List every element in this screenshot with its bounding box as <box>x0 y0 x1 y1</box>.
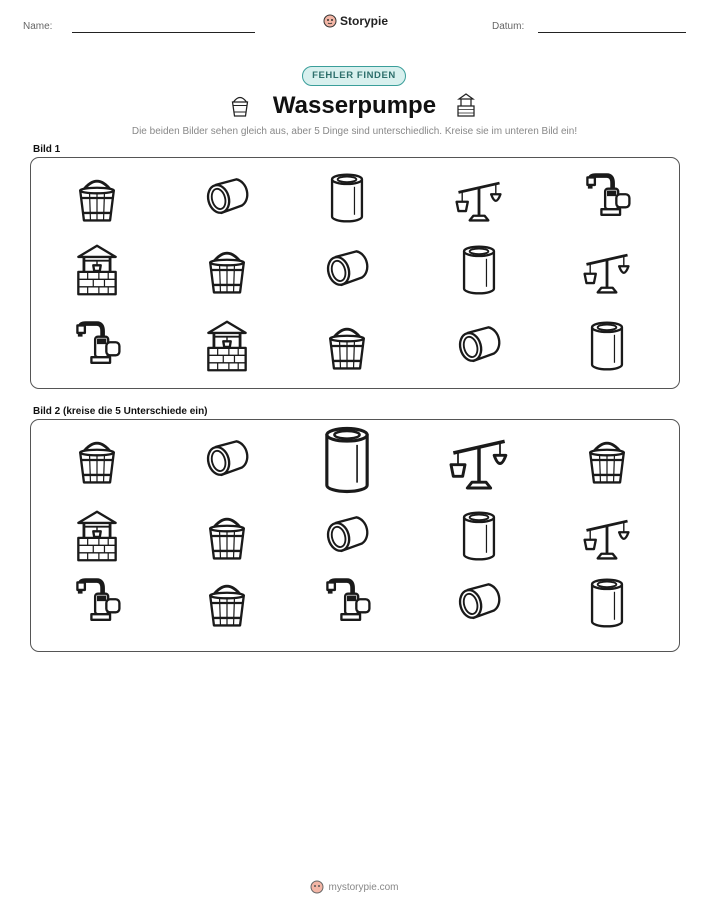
brand-name: Storypie <box>340 14 389 28</box>
name-field[interactable] <box>72 32 255 33</box>
pipe-icon[interactable] <box>451 575 507 631</box>
pipe-icon <box>199 170 255 226</box>
pipe-vertical-icon <box>319 170 375 226</box>
water-pump-icon[interactable] <box>319 575 375 631</box>
picture2-panel[interactable] <box>30 419 680 652</box>
wishing-well-icon[interactable] <box>69 508 125 564</box>
wishing-well-icon <box>199 318 255 374</box>
balance-scale-icon <box>451 170 507 226</box>
instructions-text: Die beiden Bilder sehen gleich aus, aber 5 Dinge sind unterschiedlich. Kreise sie im unteren Bild ein! <box>131 126 578 137</box>
bucket-icon <box>319 318 375 374</box>
balance-scale-icon[interactable] <box>444 425 514 495</box>
pipe-vertical-icon[interactable] <box>579 575 635 631</box>
water-pump-icon <box>579 170 635 226</box>
bucket-icon[interactable] <box>579 432 635 488</box>
page-title: Wasserpumpe <box>272 92 437 119</box>
wishing-well-icon <box>69 242 125 298</box>
pipe-vertical-icon[interactable] <box>309 422 385 498</box>
picture1-label: Bild 1 <box>33 144 61 155</box>
bucket-icon[interactable] <box>199 575 255 631</box>
pipe-icon[interactable] <box>319 508 375 564</box>
water-pump-icon <box>69 318 125 374</box>
date-label: Datum: <box>492 21 525 32</box>
balance-scale-icon <box>579 242 635 298</box>
picture1-panel <box>30 157 680 389</box>
picture2-label: Bild 2 (kreise die 5 Unterschiede ein) <box>33 406 208 417</box>
storypie-mascot-icon <box>310 880 324 894</box>
bucket-icon[interactable] <box>199 508 255 564</box>
footer-url: mystorypie.com <box>328 881 399 893</box>
badge-find-mistakes: FEHLER FINDEN <box>302 66 406 86</box>
pipe-icon <box>319 242 375 298</box>
storypie-mascot-icon <box>323 14 337 28</box>
balance-scale-icon[interactable] <box>579 508 635 564</box>
bucket-icon <box>199 242 255 298</box>
water-pump-icon[interactable] <box>69 575 125 631</box>
footer <box>0 880 709 894</box>
storypie-logo <box>323 14 388 28</box>
pipe-vertical-icon <box>579 318 635 374</box>
bucket-icon <box>69 170 125 226</box>
date-field[interactable] <box>538 32 686 33</box>
pipe-icon <box>451 318 507 374</box>
pipe-icon[interactable] <box>199 432 255 488</box>
name-label: Name: <box>23 21 53 32</box>
pipe-vertical-icon <box>451 242 507 298</box>
bucket-icon[interactable] <box>69 432 125 488</box>
pipe-vertical-icon[interactable] <box>451 508 507 564</box>
title-well-icon <box>455 92 477 123</box>
